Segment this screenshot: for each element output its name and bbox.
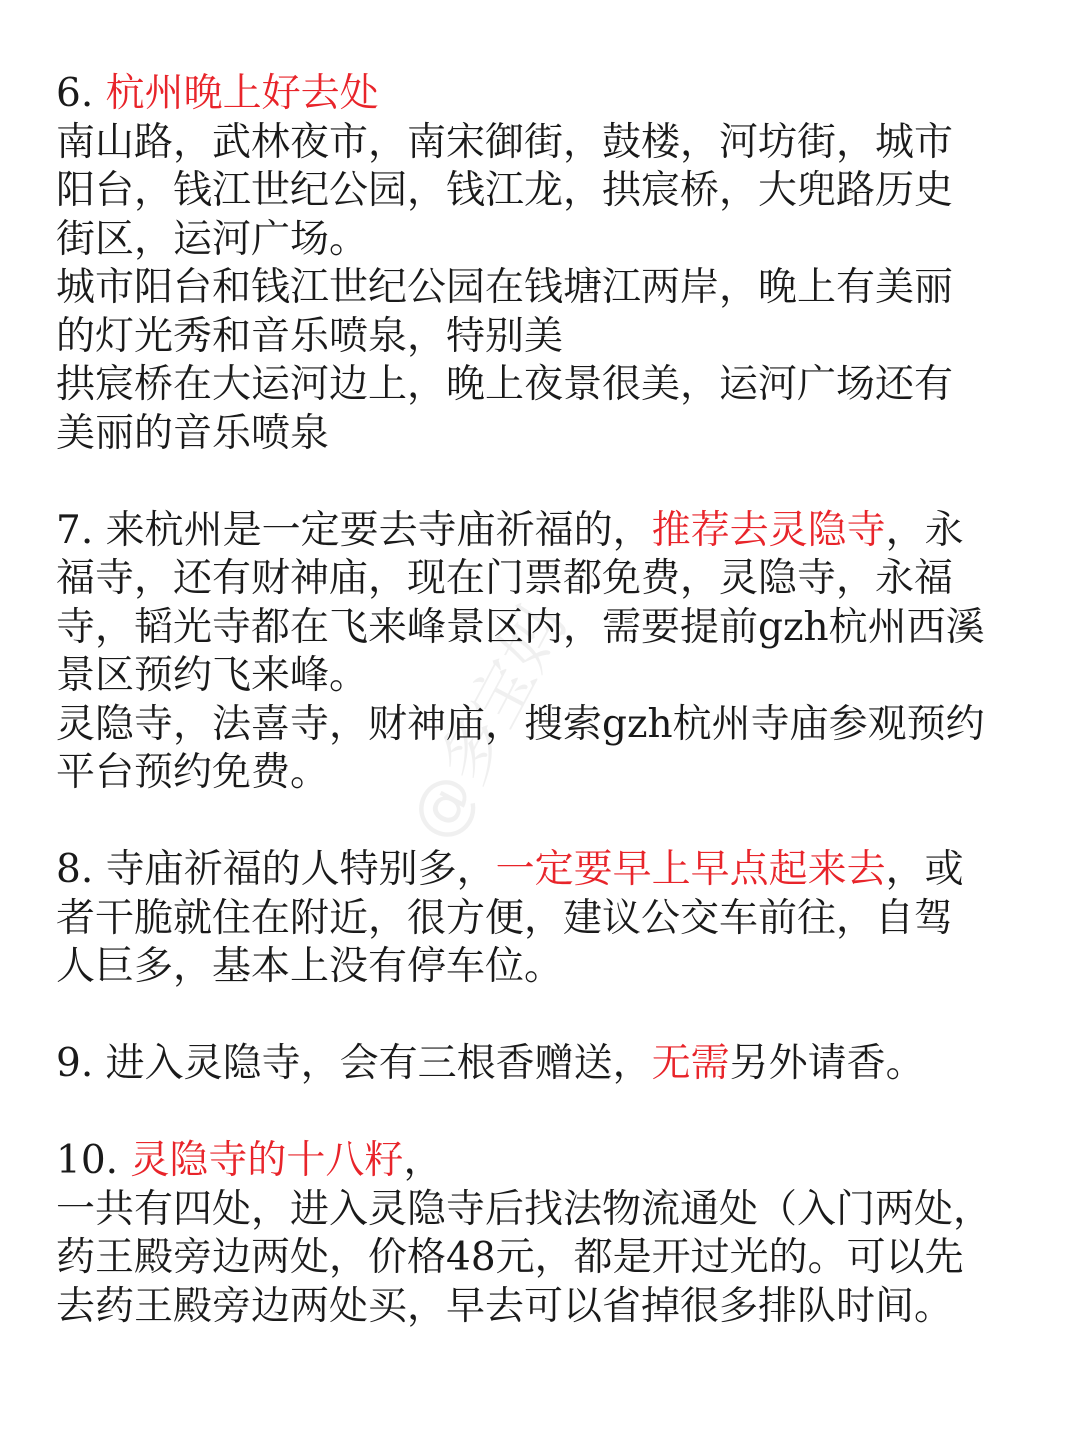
highlight-text: 杭州晚上好去处 [105,71,379,116]
text-line [56,749,1016,798]
text-line [56,1040,1016,1089]
body-text: 7. 来杭州是一定要去寺庙祈福的， [56,507,652,553]
highlight-text: 无需 [651,1041,730,1086]
body-text: 8. 寺庙祈福的人特别多， [56,847,496,892]
body-text: 者干脆就住在附近，很方便，建议公交车前往，自驾 [56,895,954,941]
body-text: ，永 [885,507,964,553]
tip-section [56,846,1016,992]
text-line [56,652,1016,701]
highlight-text: 一定要早上早点起来去 [495,847,886,892]
text-line [56,119,1016,168]
body-text: 灵隐寺，法喜寺，财神庙，搜索gzh杭州寺庙参观预约 [56,701,985,747]
text-line [56,216,1016,265]
text-line [56,1137,1016,1186]
body-text: 药王殿旁边两处，价格48元，都是开过光的。可以先 [56,1235,964,1280]
body-text: ，或 [885,847,964,892]
text-line [56,555,1016,604]
highlight-text: 推荐去灵隐寺 [651,507,886,553]
text-line [56,167,1016,216]
body-text: 人巨多，基本上没有停车位。 [56,944,564,989]
body-text: 9. 进入灵隐寺，会有三根香赠送， [56,1041,652,1086]
body-text: 一共有四处，进入灵隐寺后找法物流通处（入门两处， [56,1186,993,1232]
body-text: 城市阳台和钱江世纪公园在钱塘江两岸，晚上有美丽 [56,265,954,310]
body-text: 阳台，钱江世纪公园，钱江龙，拱宸桥，大兜路历史 [56,168,954,213]
text-line [56,264,1016,313]
body-text: 福寺，还有财神庙，现在门票都免费，灵隐寺，永福 [56,556,954,601]
body-text: 另外请香。 [729,1041,925,1086]
body-text: 美丽的音乐喷泉 [56,410,330,456]
text-line [56,313,1016,362]
body-text: 6. [56,71,106,116]
text-line [56,701,1016,750]
text-line [56,1186,1016,1235]
highlight-text: 灵隐寺的十八籽 [130,1138,404,1183]
tip-section [56,507,1016,798]
body-text: ， [403,1138,443,1183]
tip-section [56,70,1016,458]
text-line [56,604,1016,653]
body-text: 去药王殿旁边两处买，早去可以省掉很多排队时间。 [56,1283,954,1329]
body-text: 南山路，武林夜市，南宋御街，鼓楼，河坊街，城市 [56,119,954,165]
tip-section [56,1040,1016,1089]
text-line [56,410,1016,459]
text-line [56,1234,1016,1283]
text-line [56,846,1016,895]
text-line [56,943,1016,992]
watermark: @多宝妈 [395,591,582,853]
text-line [56,361,1016,410]
body-text: 的灯光秀和音乐喷泉，特别美 [56,313,564,359]
body-text: 平台预约免费。 [56,750,330,795]
tip-section [56,1137,1016,1331]
body-text: 拱宸桥在大运河边上，晚上夜景很美，运河广场还有 [56,362,954,407]
body-text: 景区预约飞来峰。 [56,653,369,698]
text-line [56,70,1016,119]
text-line [56,1283,1016,1332]
body-text: 街区，运河广场。 [56,216,369,262]
document-page [56,70,1016,1331]
text-line [56,507,1016,556]
body-text: 10. [56,1138,131,1183]
text-line [56,895,1016,944]
body-text: 寺，韬光寺都在飞来峰景区内，需要提前gzh杭州西溪 [56,604,985,650]
